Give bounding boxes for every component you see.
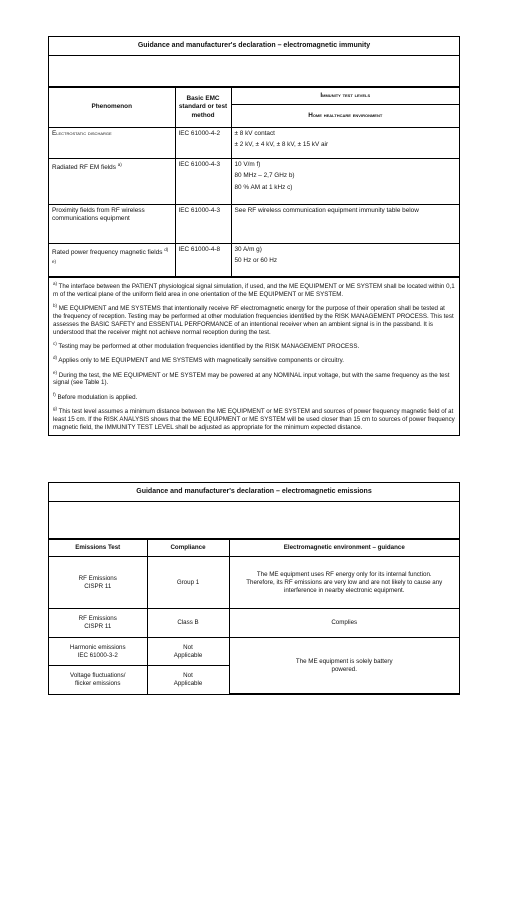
immunity-table-title: Guidance and manufacturer's declaration – electromagnetic immunity: [49, 37, 459, 56]
phenomenon-text: Radiated RF EM fields: [52, 164, 116, 172]
level-line: ± 2 kV, ± 4 kV, ± 8 kV, ± 15 kV air: [234, 141, 329, 149]
row-phenomenon: [49, 244, 175, 277]
row-phenomenon: Proximity fields from RF wireless communications equipment: [49, 205, 175, 244]
immunity-grid: [49, 87, 459, 277]
cell-line: Class B: [177, 619, 199, 626]
immunity-row-proximity: [49, 205, 459, 244]
phenomenon-footnote: d) e): [52, 247, 169, 264]
footnote: [53, 405, 455, 431]
footnote-mark: a): [53, 281, 58, 286]
cell-line: Not: [183, 643, 193, 651]
footnote-mark: f): [53, 391, 56, 397]
emissions-row: [49, 557, 459, 609]
cell-line: CISPR 11: [84, 582, 112, 590]
footnote-text: Applies only to ME EQUIPMENT and ME SYSTEMS with magnetically sensitive components or circuitry.: [58, 357, 344, 365]
emissions-test-cell: [49, 666, 147, 694]
cell-line: RF Emissions: [78, 615, 117, 622]
cell-line: RF Emissions: [78, 574, 117, 582]
immunity-declaration-table: [48, 36, 460, 436]
footnote: [53, 369, 455, 388]
header-standard: Basic EMC standard or test method: [175, 88, 231, 128]
emissions-test-cell: [49, 609, 147, 638]
phenomenon-footnote: a): [117, 162, 122, 167]
header-environment: Home healthcare environment: [231, 105, 459, 128]
emissions-table-title: Guidance and manufacturer's declaration – electromagnetic emissions: [49, 483, 459, 502]
row-levels: [231, 205, 459, 244]
cell-line: Harmonic emissions: [69, 643, 126, 651]
footnote-text: This test level assumes a minimum distance between the ME EQUIPMENT or ME SYSTEM and sources of power frequency magnetic field of at least 15 cm. If the RISK ANALYSIS shows that the ME EQUIPMENT or ME SYSTEM will be used closer than 15 cm to sources of power frequency magnetic field, the IMMUNITY TEST LEVEL shall be adjusted as appropriate for the minimum expected distance.: [53, 408, 455, 431]
footnote-mark: g): [53, 406, 58, 412]
cell-line: Applicable: [173, 651, 203, 659]
immunity-blank-row: [49, 56, 459, 87]
guidance-cell: Complies: [229, 609, 459, 638]
footnote-mark: d): [53, 355, 58, 361]
footnote-text: Before modulation is applied.: [57, 393, 138, 401]
footnote-text: During the test, the ME EQUIPMENT or ME SYSTEM may be powered at any NOMINAL input voltage, but with the same frequency as the test signal (see Table 1).: [53, 371, 450, 387]
level-line: See RF wireless communication equipment immunity table below: [234, 207, 419, 214]
cell-line: Not: [183, 671, 193, 679]
cell-line: Applicable: [173, 679, 203, 687]
row-levels: [231, 128, 459, 159]
footnote: [53, 340, 455, 351]
header-compliance: Compliance: [147, 540, 229, 557]
guidance-cell: The ME equipment uses RF energy only for its internal function. Therefore, its RF emissions are very low and are not likely to cause any interference in nearby electronic equipment.: [229, 557, 459, 609]
footnote: [53, 280, 455, 299]
row-phenomenon: [49, 159, 175, 205]
guidance-cell: The ME equipment is solely battery powered.: [229, 638, 459, 694]
footnote-text: The interface between the PATIENT physiological signal simulation, if used, and the ME EQUIPMENT or ME SYSTEM shall be located within 0,1 m of the vertical plane of the uniform field area in one orientation of the ME EQUIPMENT or ME SYSTEM.: [53, 283, 455, 298]
row-levels: [231, 159, 459, 205]
immunity-row-esd: [49, 128, 459, 159]
level-line: 50 Hz or 60 Hz: [234, 257, 278, 265]
immunity-row-radiated-rf: [49, 159, 459, 205]
row-phenomenon: [49, 128, 175, 159]
level-line: 80 % AM at 1 kHz c): [234, 183, 293, 191]
footnote: [53, 354, 455, 365]
compliance-cell: [147, 638, 229, 666]
emissions-test-cell: [49, 638, 147, 666]
footnote-text: Testing may be performed at other modulation frequencies identified by the RISK MANAGEMENT PROCESS.: [58, 342, 360, 350]
footnote: [53, 302, 455, 336]
row-standard: IEC 61000-4-8: [175, 244, 231, 277]
header-guidance: Electromagnetic environment – guidance: [229, 540, 459, 557]
emissions-row: [49, 609, 459, 638]
row-standard: IEC 61000-4-3: [175, 159, 231, 205]
footnote-mark: b): [53, 303, 58, 309]
row-standard: IEC 61000-4-3: [175, 205, 231, 244]
level-line: 10 V/m f): [234, 161, 261, 168]
phenomenon-text: Electrostatic discharge: [52, 130, 112, 137]
compliance-cell: [147, 609, 229, 638]
cell-line: IEC 61000-3-2: [77, 651, 118, 659]
cell-line: flicker emissions: [75, 679, 121, 687]
emissions-blank-row: [49, 502, 459, 539]
cell-line: Group 1: [176, 578, 200, 586]
footnote-mark: e): [53, 369, 58, 375]
level-line: ± 8 kV contact: [234, 130, 275, 137]
emissions-declaration-table: [48, 482, 460, 695]
level-line: 30 A/m g): [234, 246, 262, 253]
level-line: 80 MHz – 2,7 GHz b): [234, 172, 295, 180]
row-levels: [231, 244, 459, 277]
compliance-cell: [147, 557, 229, 609]
row-standard: IEC 61000-4-2: [175, 128, 231, 159]
cell-line: CISPR 11: [84, 623, 112, 630]
emissions-test-cell: [49, 557, 147, 609]
emissions-row: [49, 638, 459, 666]
footnote-mark: c): [53, 340, 57, 346]
phenomenon-text: Rated power frequency magnetic fields: [52, 249, 163, 257]
immunity-row-magnetic: [49, 244, 459, 277]
footnote: [53, 391, 455, 402]
header-emissions-test: Emissions Test: [49, 540, 147, 557]
footnote-text: ME EQUIPMENT and ME SYSTEMS that intentionally receive RF electromagnetic energy for the purpose of their operation shall be tested at the frequency of reception. Testing may be performed at other modulation frequencies identified by the RISK MANAGEMENT PROCESS. This test assesses the BASIC SAFETY and ESSENTIAL PERFORMANCE of an intentional receiver when an ambient signal is in the passband. It is understood that the receiver might not achieve normal reception during the test.: [53, 305, 454, 336]
emissions-grid: [49, 539, 459, 694]
header-phenomenon: Phenomenon: [49, 88, 175, 128]
header-test-levels: Immunity test levels: [231, 88, 459, 105]
immunity-footnotes: [49, 277, 459, 435]
cell-line: Voltage fluctuations/: [70, 671, 126, 679]
compliance-cell: [147, 666, 229, 694]
